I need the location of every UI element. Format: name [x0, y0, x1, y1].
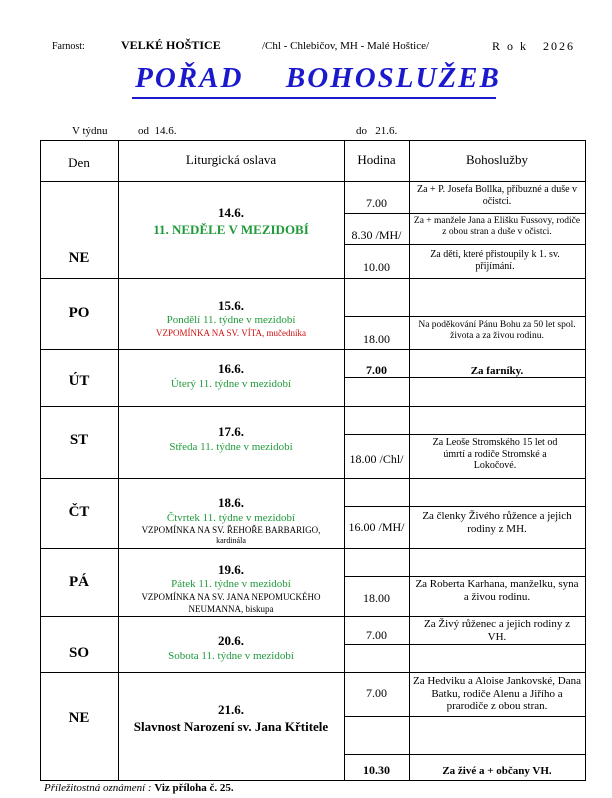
- feast-label: Čtvrtek 11. týdne v mezidobí: [166, 512, 296, 524]
- day-name: SO: [68, 645, 89, 661]
- memorial-label-continued: kardinála: [216, 536, 246, 545]
- announcements-label: Příležitostná oznámení :: [44, 782, 152, 794]
- mass-intention: Za + P. Josefa Bollka, příbuzné a duše v očistci.: [416, 184, 578, 207]
- parish-name: VELKÉ HOŠTICE: [121, 38, 221, 52]
- mass-time: 10.00: [363, 260, 390, 274]
- parish-label: Farnost:: [52, 41, 85, 52]
- feast-label: Pondělí 11. týdne v mezidobí: [166, 314, 296, 326]
- mass-time: 7.00: [366, 628, 387, 642]
- date-label: 16.6.: [218, 361, 244, 376]
- mass-time: 7.00: [366, 196, 387, 210]
- day-name: PÁ: [69, 574, 89, 590]
- mass-intention: Za živé a + občany VH.: [442, 765, 552, 777]
- day-name: NE: [68, 710, 90, 726]
- column-header-time: Hodina: [357, 152, 396, 167]
- date-label: 21.6.: [218, 702, 244, 717]
- week-from: od 14.6.: [138, 125, 177, 137]
- mass-intention: Za Roberta Karhana, manželku, syna a živou rodinu.: [415, 578, 579, 603]
- announcements-note: [44, 782, 234, 794]
- mass-time: 16.00 /MH/: [348, 520, 405, 534]
- feast-label: Slavnost Narození sv. Jana Křtitele: [133, 719, 329, 734]
- mass-time: 8.30 /MH/: [351, 228, 402, 242]
- feast-label: Úterý 11. týdne v mezidobí: [170, 378, 292, 390]
- mass-intention: Za + manžele Jana a Elišku Fussovy, rodiče z obou stran a duše v očistci.: [413, 216, 581, 237]
- mass-intention: Za děti, které přistoupily k 1. sv. přijímání.: [430, 249, 560, 272]
- week-label: V týdnu: [72, 125, 108, 137]
- page-title: POŘAD BOHOSLUŽEB: [135, 62, 501, 94]
- day-name: ČT: [68, 504, 90, 520]
- memorial-label: VZPOMÍNKA NA SV. JANA NEPOMUCKÉHO: [141, 592, 321, 602]
- mass-intention: Na poděkování Pánu Bohu za 50 let spol. života a za živou rodinu.: [418, 320, 576, 341]
- column-header-services: Bohoslužby: [465, 152, 529, 167]
- feast-label: Středa 11. týdne v mezidobí: [169, 441, 293, 453]
- week-to: do 21.6.: [356, 125, 398, 137]
- day-name: NE: [68, 250, 90, 266]
- feast-label: Pátek 11. týdne v mezidobí: [171, 578, 291, 590]
- date-label: 15.6.: [218, 298, 244, 313]
- date-label: 19.6.: [218, 562, 244, 577]
- mass-time: 10.30: [363, 763, 390, 777]
- mass-intention: Za Hedviku a Aloise Jankovské, Dana Batku, rodiče Alenu a Jiřího a prarodiče z obou stran.: [412, 675, 581, 713]
- day-name: ÚT: [68, 373, 90, 389]
- mass-time: 18.00: [363, 591, 390, 605]
- mass-intention: Za Živý růženec a jejich rodiny z VH.: [424, 618, 570, 643]
- mass-intention: Za farníky.: [470, 365, 524, 377]
- mass-intention: Za členky Živého růžence a jejich rodiny z MH.: [422, 510, 572, 535]
- date-label: 14.6.: [218, 205, 244, 220]
- announcements-value: Viz příloha č. 25.: [154, 782, 234, 794]
- column-header-day: Den: [68, 155, 90, 170]
- date-label: 20.6.: [218, 633, 244, 648]
- mass-time: 7.00: [366, 686, 387, 700]
- memorial-label: VZPOMÍNKA NA SV. ŘEHOŘE BARBARIGO,: [141, 525, 321, 535]
- mass-time: 7.00: [366, 363, 387, 377]
- date-label: 17.6.: [218, 424, 244, 439]
- day-name: PO: [68, 305, 90, 321]
- date-label: 18.6.: [218, 495, 244, 510]
- filial-churches: /Chl - Chlebičov, MH - Malé Hoštice/: [262, 40, 430, 52]
- day-name: ST: [69, 432, 89, 448]
- feast-label: 11. NEDĚLE V MEZIDOBÍ: [153, 222, 309, 237]
- memorial-label-continued: NEUMANNA, biskupa: [188, 604, 274, 614]
- column-header-celebration: Liturgická oslava: [185, 152, 277, 167]
- year-label: R o k 2026: [492, 39, 576, 53]
- mass-time: 18.00 /Chl/: [349, 452, 404, 466]
- feast-label: Sobota 11. týdne v mezidobí: [168, 650, 294, 662]
- memorial-label: VZPOMÍNKA NA SV. VÍTA, mučedníka: [156, 328, 306, 338]
- mass-intention: Za Leoše Stromského 15 let od úmrtí a rodiče Stromské a Lokočové.: [432, 437, 558, 471]
- mass-time: 18.00: [363, 332, 390, 346]
